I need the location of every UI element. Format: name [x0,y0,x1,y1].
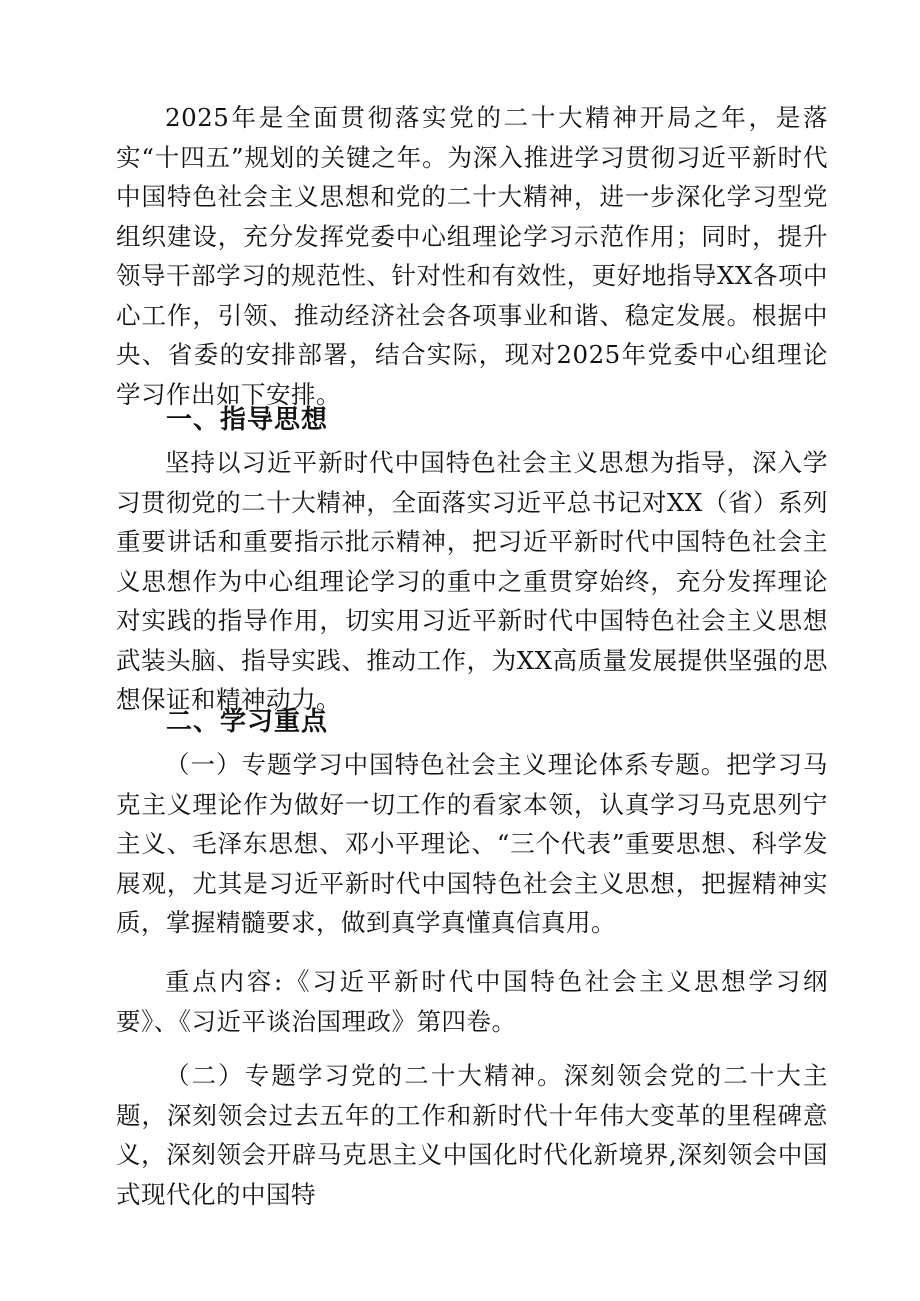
intro-paragraph: 2025年是全面贯彻落实党的二十大精神开局之年，是落实“十四五”规划的关键之年。为深入推进学习贯彻习近平新时代中国特色社会主义思想和党的二十大精神，进一步深化学习型党组织建设，充分发挥党委中心组理论学习示范作用；同时，提升领导干部学习的规范性、针对性和有效性，更好地指导XX各项中心工作，引领、推动经济社会各项事业和谐、稳定发展。根据中央、省委的安排部署，结合实际，现对2025年党委中心组理论学习作出如下安排。 [116,103,828,409]
section-heading-guiding-thought: 一、指导思想 [166,405,329,435]
key-content-paragraph: 重点内容:《习近平新时代中国特色社会主义思想学习纲要》、《习近平谈治国理政》第四卷。 [116,967,828,1036]
section-heading-study-focus: 二、学习重点 [166,707,329,737]
study-focus-item-1: （一）专题学习中国特色社会主义理论体系专题。把学习马克主义理论作为做好一切工作的看家本领，认真学习马克思列宁主义、毛泽东思想、邓小平理论、“三个代表”重要思想、科学发展观，尤其是习近平新时代中国特色社会主义思想，把握精神实质，掌握精髓要求，做到真学真懂真信真用。 [116,750,828,937]
study-focus-item-2: （二）专题学习党的二十大精神。深刻领会党的二十大主题，深刻领会过去五年的工作和新时代十年伟大变革的里程碑意义，深刻领会开辟马克思主义中国化时代化新境界,深刻领会中国式现代化的中国特 [116,1061,828,1209]
guiding-thought-paragraph: 坚持以习近平新时代中国特色社会主义思想为指导，深入学习贯彻党的二十大精神，全面落实习近平总书记对XX（省）系列重要讲话和重要指示批示精神，把习近平新时代中国特色社会主义思想作为中心组理论学习的重中之重贯穿始终，充分发挥理论对实践的指导作用，切实用习近平新时代中国特色社会主义思想武装头脑、指导实践、推动工作，为XX高质量发展提供坚强的思想保证和精神动力。 [116,448,828,714]
